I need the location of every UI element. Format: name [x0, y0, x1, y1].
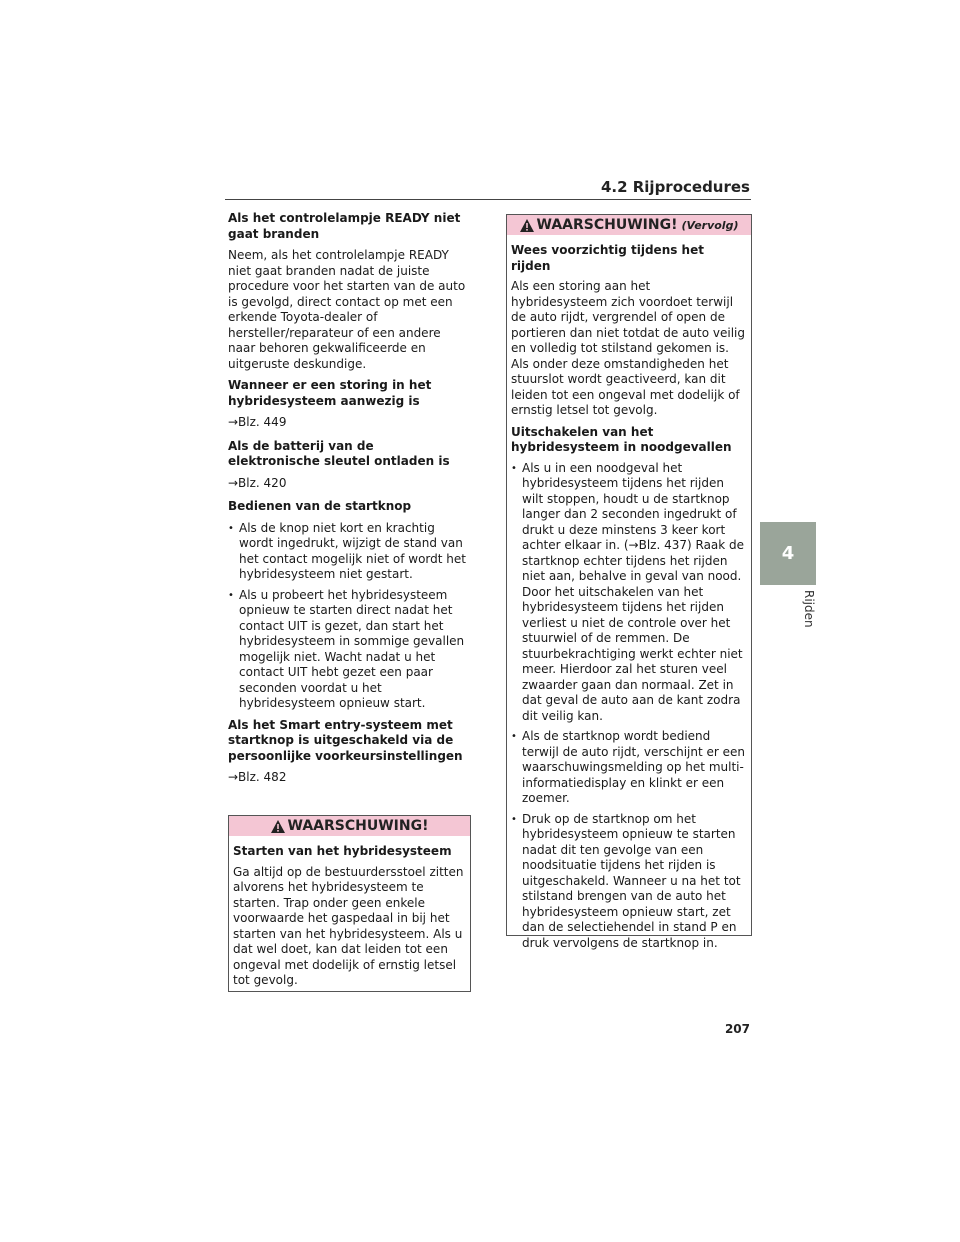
heading-key-battery: Als de batterij van de elektronische sleutel ontladen is [228, 438, 450, 468]
header-rule [225, 199, 751, 200]
page-reference[interactable]: →Blz. 420 [228, 475, 287, 490]
warning-body [507, 235, 751, 961]
side-tab-label: Rijden [802, 590, 816, 628]
page-number: 207 [724, 1022, 750, 1036]
list-item: • Als u in een noodgeval het hybridesysteem tijdens het rijden wilt stoppen, houdt u de startknop langer dan 2 seconden ingedrukt of drukt u deze minstens 3 keer kort achter elkaar in. (→Blz. 437) Raak de startknop echter tijdens het rijden niet aan, behalve in geval van nood. Door het uitschakelen van het hybridesysteem tijdens het rijden verliest u niet de controle over het stuurwiel of de remmen. De stuurbekrachtiging werkt echter niet meer. Hierdoor zal het sturen veel zwaarder gaan dan normaal. Zet in dat geval de auto aan de kant zodra dit veilig kan. [511, 461, 747, 725]
warning-box-left [228, 815, 471, 992]
side-tab-number: 4 [760, 522, 816, 585]
section-title: 4.2 Rijprocedures [600, 178, 750, 196]
warning-header [507, 215, 751, 235]
warning-triangle-icon [520, 219, 534, 232]
left-column [228, 211, 468, 794]
warning-box-right [506, 214, 752, 950]
page-reference[interactable]: →Blz. 449 [228, 415, 287, 429]
warning-heading: Starten van het hybridesysteem [233, 844, 452, 858]
warning-subtitle: (Vervolg) [681, 218, 739, 232]
warning-heading-emergency: Uitschakelen van het hybridesysteem in noodgevallen [511, 424, 732, 454]
warning-text: Ga altijd op de bestuurdersstoel zitten alvorens het hybridesysteem te starten. Trap onder geen enkele voorwaarde het gaspedaal in bij het starten van het hybridesysteem. Als u dat wel doet, kan dat leiden tot een ongeval met dodelijk of ernstig letsel tot gevolg. [233, 864, 464, 987]
list-item: • Als de knop niet kort en krachtig wordt ingedrukt, wijzigt de stand van het contact mogelijk niet of wordt het hybridesysteem niet gestart. [228, 521, 468, 583]
list-item: • Druk op de startknop om het hybridesysteem opnieuw te starten nadat dit ten gevolge van een noodsituatie tijdens het rijden is uitgeschakeld. Wanneer u na het tot stilstand brengen van de auto het hybridesysteem opnieuw start, zet dan de selectiehendel in stand P en druk vervolgens de startknop in. [511, 812, 747, 952]
warning-heading-driving: Wees voorzichtig tijdens het rijden [511, 243, 704, 273]
start-button-list [228, 521, 468, 712]
paragraph-ready-lamp: Neem, als het controlelampje READY niet gaat branden nadat de juiste procedure voor het starten van de auto is gevolgd, direct contact op met een erkende Toyota-dealer of hersteller/reparateur of een andere naar behoren gekwalificeerde en uitgeruste deskundige. [228, 248, 466, 371]
warning-triangle-icon [271, 820, 285, 833]
warning-text-driving: Als een storing aan het hybridesysteem zich voordoet terwijl de auto rijdt, vergrendel of open de portieren dan niet totdat de auto veilig en volledig tot stilstand gekomen is. Als onder deze omstandigheden het stuurslot wordt geactiveerd, kan dit leiden tot een ongeval met dodelijk of ernstig letsel tot gevolg. [511, 279, 745, 417]
warning-title: WAARSCHUWING! [536, 217, 678, 233]
warning-header [229, 816, 470, 836]
emergency-list [511, 461, 747, 952]
heading-hybrid-fault: Wanneer er een storing in het hybridesysteem aanwezig is [228, 378, 432, 408]
heading-ready-lamp: Als het controlelampje READY niet gaat branden [228, 211, 461, 241]
list-item: • Als de startknop wordt bediend terwijl de auto rijdt, verschijnt er een waarschuwingsmelding op het multi-informatiedisplay en klinkt er een zoemer. [511, 729, 747, 807]
warning-title: WAARSCHUWING! [287, 818, 429, 834]
page-reference[interactable]: →Blz. 482 [228, 770, 287, 784]
list-item: • Als u probeert het hybridesysteem opnieuw te starten direct nadat het contact UIT is gezet, dan start het hybridesysteem in sommige gevallen mogelijk niet. Wacht nadat u het contact UIT hebt gezet een paar seconden voordat u het hybridesysteem opnieuw start. [228, 588, 468, 712]
heading-smart-entry: Als het Smart entry-systeem met startknop is uitgeschakeld via de persoonlijke voorkeursinstellingen [228, 717, 463, 763]
warning-body [229, 836, 470, 999]
heading-start-button: Bedienen van de startknop [228, 499, 412, 513]
